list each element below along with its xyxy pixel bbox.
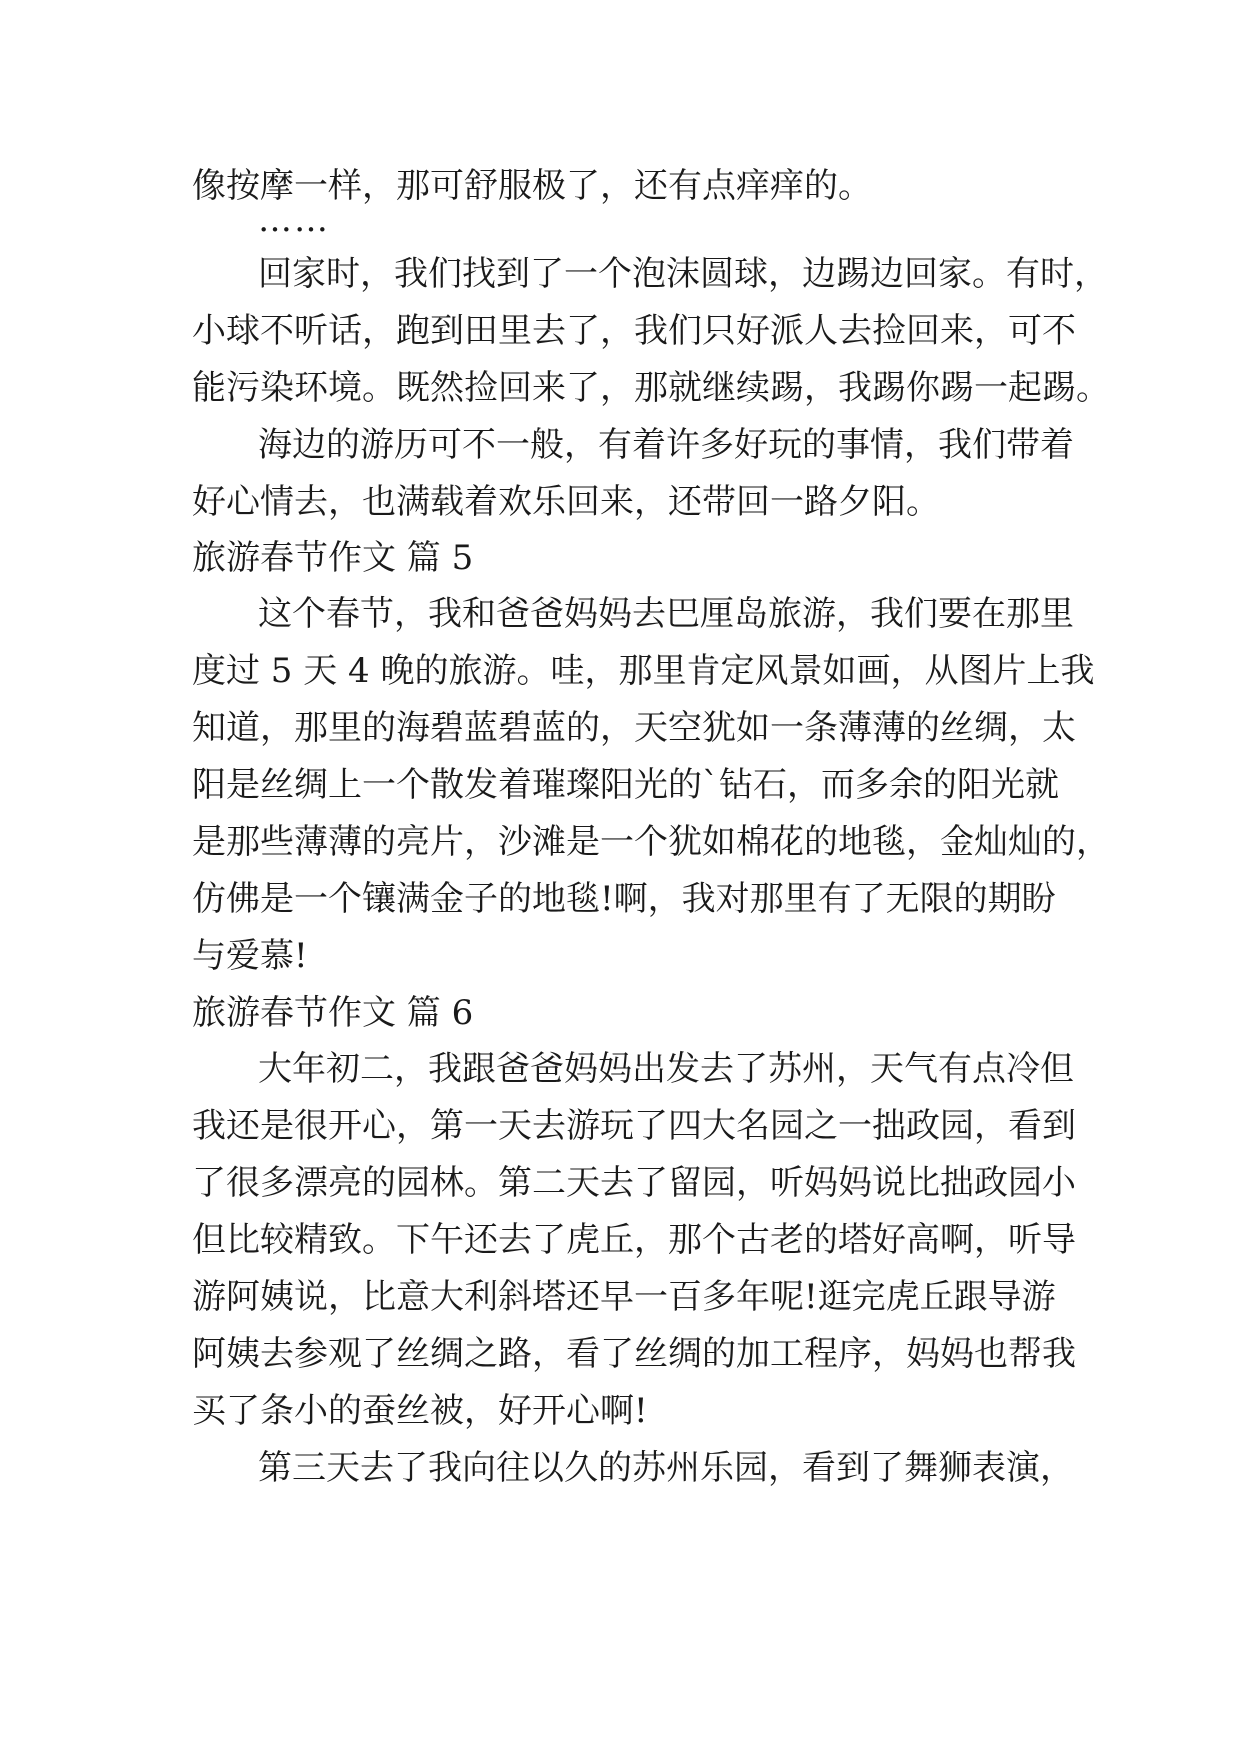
body-text-line: 能污染环境。既然捡回来了，那就继续踢，我踢你踢一起踢。 <box>192 368 1110 408</box>
section-heading: 旅游春节作文 篇 6 <box>192 993 474 1033</box>
body-text-line: 小球不听话，跑到田里去了，我们只好派人去捡回来，可不 <box>192 311 1076 351</box>
body-text-line: 买了条小的蚕丝被，好开心啊! <box>192 1391 648 1431</box>
body-text-line: 是那些薄薄的亮片，沙滩是一个犹如棉花的地毯，金灿灿的， <box>192 822 1110 862</box>
body-text-line: 像按摩一样，那可舒服极了，还有点痒痒的。 <box>192 166 872 206</box>
paragraph-first-line: 回家时，我们找到了一个泡沫圆球，边踢边回家。有时， <box>258 254 1108 294</box>
body-text-line: 了很多漂亮的园林。第二天去了留园，听妈妈说比拙政园小 <box>192 1163 1076 1203</box>
paragraph-first-line: 海边的游历可不一般，有着许多好玩的事情，我们带着 <box>258 425 1074 465</box>
body-text-line: 阿姨去参观了丝绸之路，看了丝绸的加工程序，妈妈也帮我 <box>192 1334 1076 1374</box>
body-text-line: 好心情去，也满载着欢乐回来，还带回一路夕阳。 <box>192 482 940 522</box>
ellipsis-line: …… <box>258 200 330 240</box>
body-text-line: 我还是很开心，第一天去游玩了四大名园之一拙政园，看到 <box>192 1106 1076 1146</box>
paragraph-first-line: 大年初二，我跟爸爸妈妈出发去了苏州，天气有点冷但 <box>258 1049 1074 1089</box>
body-text-line: 游阿姨说，比意大利斜塔还早一百多年呢!逛完虎丘跟导游 <box>192 1277 1056 1317</box>
body-text-line: 与爱慕! <box>192 936 308 976</box>
paragraph-first-line: 第三天去了我向往以久的苏州乐园，看到了舞狮表演， <box>258 1448 1074 1488</box>
body-text-line: 但比较精致。下午还去了虎丘，那个古老的塔好高啊，听导 <box>192 1220 1076 1260</box>
section-heading: 旅游春节作文 篇 5 <box>192 538 474 578</box>
body-text-line: 知道，那里的海碧蓝碧蓝的，天空犹如一条薄薄的丝绸，太 <box>192 708 1076 748</box>
paragraph-first-line: 这个春节，我和爸爸妈妈去巴厘岛旅游，我们要在那里 <box>258 594 1074 634</box>
body-text-line: 仿佛是一个镶满金子的地毯!啊，我对那里有了无限的期盼 <box>192 879 1056 919</box>
body-text-line: 阳是丝绸上一个散发着璀璨阳光的`钻石，而多余的阳光就 <box>192 765 1059 805</box>
body-text-line: 度过 5 天 4 晚的旅游。哇，那里肯定风景如画，从图片上我 <box>192 651 1095 691</box>
